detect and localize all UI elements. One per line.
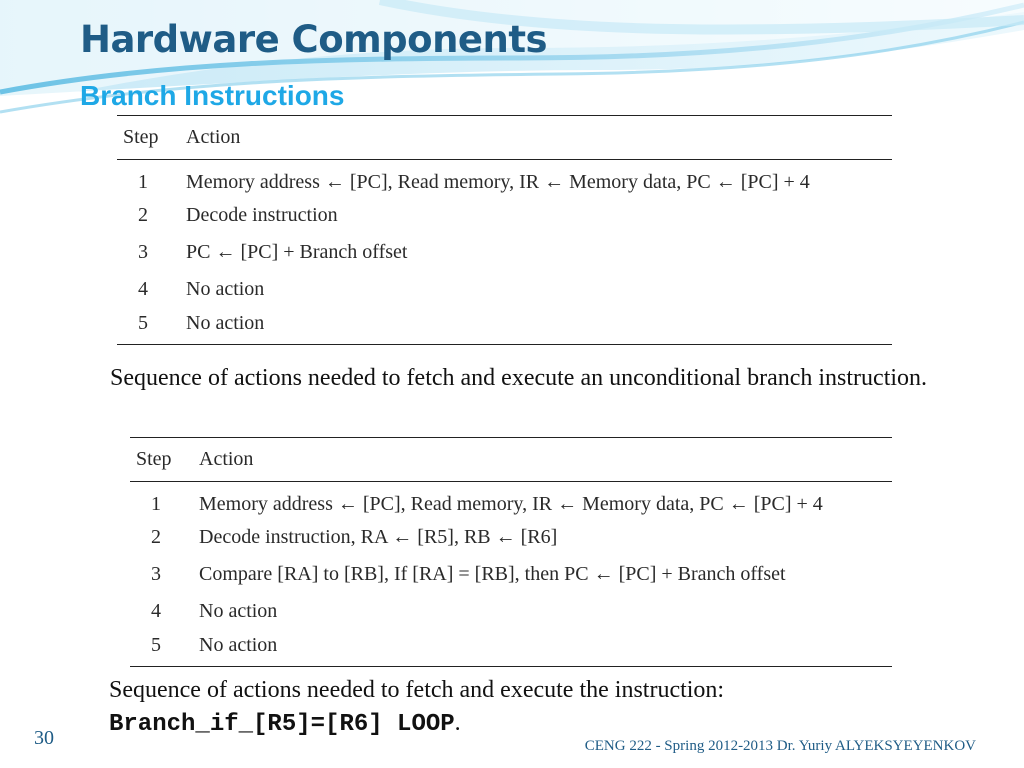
- table-row: [117, 308, 892, 345]
- slide-subtitle: Branch Instructions: [80, 80, 345, 111]
- step-action: No action: [186, 277, 265, 300]
- step-number: 2: [151, 525, 161, 548]
- header-action: Action: [186, 116, 892, 160]
- table-row: [130, 593, 892, 630]
- step-number: 2: [138, 203, 148, 226]
- page-number: 30: [34, 727, 54, 749]
- step-action: No action: [199, 630, 892, 667]
- table1-caption: Sequence of actions needed to fetch and execute an unconditional branch instruction.: [110, 365, 928, 391]
- table-row: [117, 234, 892, 271]
- table-header-row: [130, 438, 892, 482]
- table-row: [117, 271, 892, 308]
- step-action: Decode instruction: [186, 203, 338, 226]
- step-number: 3: [138, 240, 148, 263]
- step-action: No action: [199, 599, 278, 622]
- header-step: Step: [130, 438, 199, 482]
- caption-text: Sequence of actions needed to fetch and execute the instruction:: [109, 677, 725, 703]
- step-number: 4: [151, 599, 161, 622]
- conditional-branch-table: [130, 437, 892, 667]
- step-number: 1: [151, 492, 161, 515]
- table-row: [117, 160, 892, 197]
- table-row: [130, 519, 892, 556]
- caption-period: .: [454, 710, 461, 736]
- step-number: 5: [117, 308, 186, 345]
- step-number: 4: [138, 277, 148, 300]
- step-action: Decode instruction, RA ← [R5], RB ← [R6]: [199, 525, 558, 548]
- step-action: Memory address ← [PC], Read memory, IR ← Memory data, PC ← [PC] + 4: [186, 170, 810, 193]
- slide-footer: CENG 222 - Spring 2012-2013 Dr. Yuriy ALYEKSYEYENKOV: [584, 738, 976, 754]
- table2-caption: [109, 674, 869, 741]
- table-row: [117, 197, 892, 234]
- caption-code: Branch_if_[R5]=[R6] LOOP: [109, 711, 455, 738]
- table-row: [130, 630, 892, 667]
- table-row: [130, 556, 892, 593]
- step-action: Compare [RA] to [RB], If [RA] = [RB], then PC ← [PC] + Branch offset: [199, 562, 786, 585]
- step-number: 5: [130, 630, 199, 667]
- step-action: PC ← [PC] + Branch offset: [186, 240, 408, 263]
- step-number: 1: [138, 170, 148, 193]
- step-number: 3: [151, 562, 161, 585]
- step-action: Memory address ← [PC], Read memory, IR ← Memory data, PC ← [PC] + 4: [199, 492, 823, 515]
- table-header-row: [117, 116, 892, 160]
- unconditional-branch-table: [117, 115, 892, 345]
- step-action: No action: [186, 308, 892, 345]
- header-step: Step: [117, 116, 186, 160]
- header-action: Action: [199, 438, 892, 482]
- slide-title: Hardware Components: [80, 18, 548, 61]
- table-row: [130, 482, 892, 519]
